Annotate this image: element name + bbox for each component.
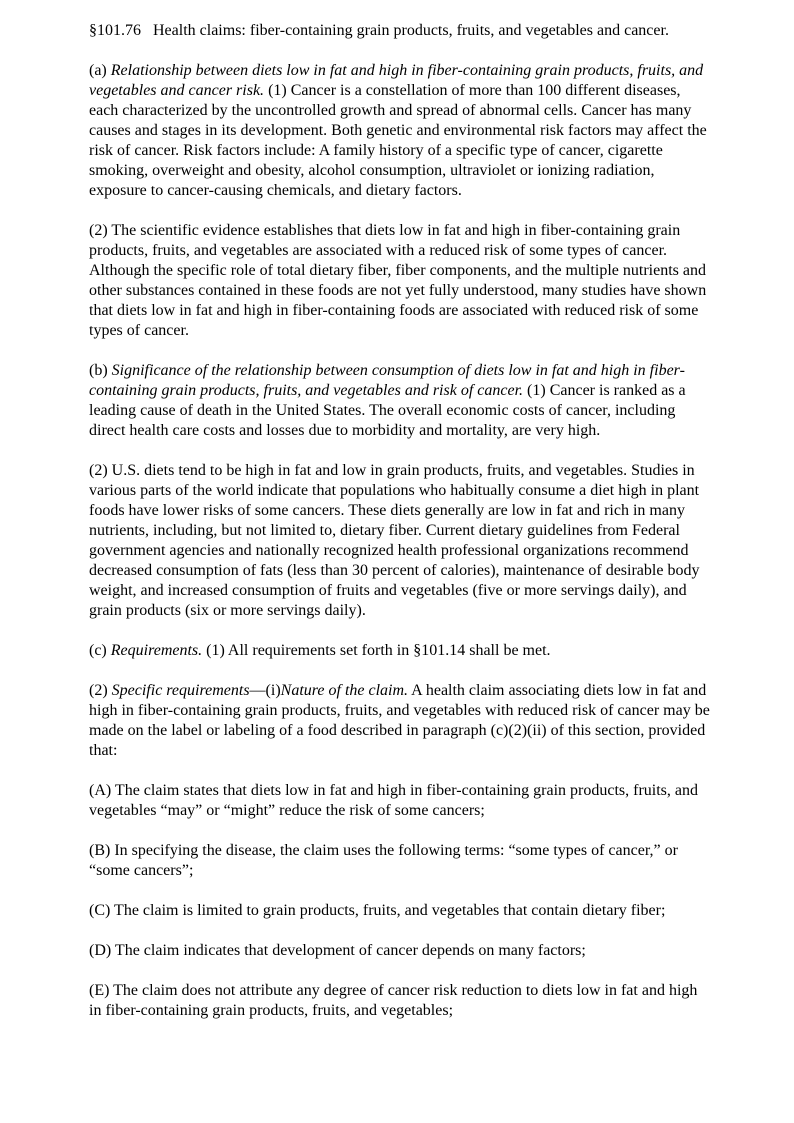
text-run: —(i) (249, 682, 281, 699)
text-run: (2) (89, 682, 112, 699)
document-body (89, 61, 710, 1021)
text-run: (1) Cancer is ranked as a leading cause of death in the United States. The overall economic costs of cancer, including direct health care costs and losses due to morbidity and mortality, are very high. (89, 382, 686, 439)
section-number: §101.76 (89, 22, 141, 39)
paragraph (89, 841, 710, 881)
paragraph (89, 681, 710, 761)
text-run: (D) The claim indicates that development of cancer depends on many factors; (89, 942, 586, 959)
text-run: Significance of the relationship between consumption of diets low in fat and high in fiber-containing grain products, fruits, and vegetables and risk of cancer. (89, 362, 685, 399)
text-run: Requirements. (110, 642, 203, 659)
paragraph (89, 61, 710, 201)
text-run: A health claim associating diets low in fat and high in fiber-containing grain products, fruits, and vegetables with reduced risk of cancer may be made on the label or labeling of a food described in paragraph (c)(2)(ii) of this section, provided that: (89, 682, 710, 759)
paragraph (89, 901, 710, 921)
paragraph (89, 981, 710, 1021)
text-run: (b) (89, 362, 112, 379)
paragraph (89, 941, 710, 961)
text-run: (1) All requirements set forth in §101.14 shall be met. (202, 642, 551, 659)
text-run: (c) (89, 642, 111, 659)
text-run: (E) The claim does not attribute any degree of cancer risk reduction to diets low in fat and high in fiber-containing grain products, fruits, and vegetables; (89, 982, 698, 1019)
text-run: Relationship between diets low in fat and high in fiber-containing grain products, fruits, and vegetables and cancer risk. (89, 62, 704, 99)
paragraph (89, 641, 710, 661)
paragraph (89, 781, 710, 821)
section-heading (89, 21, 710, 41)
text-run: (1) Cancer is a constellation of more than 100 different diseases, each characterized by the uncontrolled growth and spread of abnormal cells. Cancer has many causes and stages in its development. Both genetic and environmental risk factors may affect the risk of cancer. Risk factors include: A family history of a specific type of cancer, cigarette smoking, overweight and obesity, alcohol consumption, ultraviolet or ionizing radiation, exposure to cancer-causing chemicals, and dietary factors. (89, 82, 707, 199)
text-run: Specific requirements (111, 682, 250, 699)
section-title: Health claims: fiber-containing grain products, fruits, and vegetables and cancer. (153, 22, 669, 39)
paragraph (89, 461, 710, 621)
paragraph (89, 221, 710, 341)
text-run: (B) In specifying the disease, the claim uses the following terms: “some types of cancer,” or “some cancers”; (89, 842, 678, 879)
text-run: (a) (89, 62, 111, 79)
text-run: (2) The scientific evidence establishes that diets low in fat and high in fiber-containing grain products, fruits, and vegetables are associated with a reduced risk of some types of cancer. Although the specific role of total dietary fiber, fiber components, and the multiple nutrients and other substances contained in these foods are not yet fully understood, many studies have shown that diets low in fat and high in fiber-containing foods are associated with reduced risk of some types of cancer. (89, 222, 707, 339)
text-run: (2) U.S. diets tend to be high in fat and low in grain products, fruits, and vegetables. Studies in various parts of the world indicate that populations who habitually consume a diet high in plant foods have lower risks of some cancers. These diets generally are low in fat and rich in many nutrients, including, but not limited to, dietary fiber. Current dietary guidelines from Federal government agencies and nationally recognized health professional organizations recommend decreased consumption of fats (less than 30 percent of calories), maintenance of desirable body weight, and increased consumption of fruits and vegetables (five or more servings daily), and grain products (six or more servings daily). (89, 462, 700, 619)
text-run: Nature of the claim. (280, 682, 409, 699)
paragraph (89, 361, 710, 441)
text-run: (A) The claim states that diets low in fat and high in fiber-containing grain products, fruits, and vegetables “may” or “might” reduce the risk of some cancers; (89, 782, 699, 819)
text-run: (C) The claim is limited to grain products, fruits, and vegetables that contain dietary fiber; (89, 902, 666, 919)
